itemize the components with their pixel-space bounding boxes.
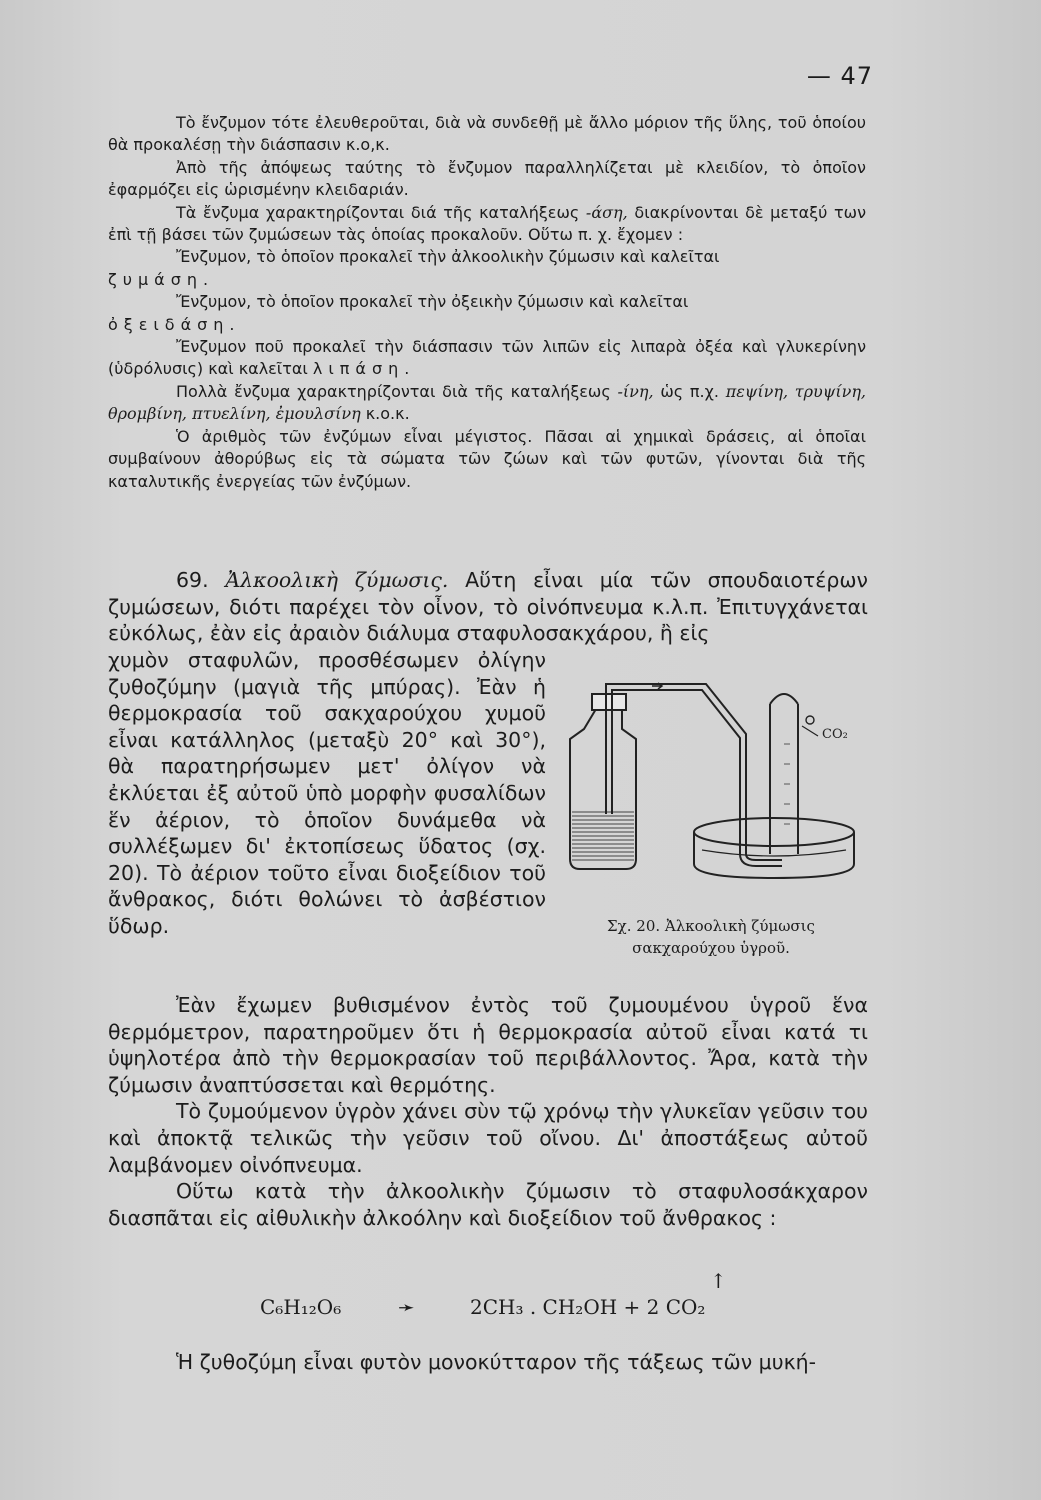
paragraph: Τὰ ἔνζυμα χαρακτηρίζονται διά τῆς καταλήξεως -άση, διακρίνονται δὲ μεταξύ των ἐπὶ τῇ βάσει τῶν ζυμώσεων τὰς ὁποίας προκαλοῦν. Οὕτω π. χ. ἔχομεν : [108, 202, 866, 245]
paragraph: Ἔνζυμον, τὸ ὁποῖον προκαλεῖ τὴν ὀξεικὴν ζύμωσιν καὶ καλεῖται [176, 292, 689, 312]
caption-line: Σχ. 20. Ἀλκοολικὴ ζύμωσις [607, 917, 815, 935]
paragraph: Ἔνζυμον, τὸ ὁποῖον προκαλεῖ τὴν ἀλκοολικὴν ζύμωσιν καὶ καλεῖται [176, 247, 720, 267]
liquid-hatching [572, 812, 634, 860]
term-lipase: λιπάση. [312, 359, 416, 379]
paragraph: Ὁ ἀριθμὸς τῶν ἐνζύμων εἶναι μέγιστος. Πᾶσαι αἱ χημικαὶ δράσεις, αἱ ὁποῖαι συμβαίνουν ἀθορύβως εἰς τὰ σώματα τῶν ζώων καὶ τῶν φυτῶν, γίνονται διὰ τῆς καταλυτικῆς ἐνεργείας τῶν ἐνζύμων. [108, 426, 866, 491]
caption-line: σακχαρούχου ὑγροῦ. [632, 939, 790, 957]
paragraph: Ἀπὸ τῆς ἀπόψεως ταύτης τὸ ἔνζυμον παραλληλίζεται μὲ κλειδίον, τὸ ὁποῖον ἐφαρμόζει εἰς ὡρισμένην κλειδαριάν. [108, 157, 866, 200]
reaction-arrow: ➛ [398, 1295, 415, 1319]
examples-term: πεψίνη, τρυψίνη, θρομβίνη, πτυελίνη, ἐμουλσίνη [108, 381, 866, 424]
page-number: — 47 [806, 62, 873, 90]
paragraph: Ἐὰν ἔχωμεν βυθισμένον ἐντὸς τοῦ ζυμουμένου ὑγροῦ ἕνα θερμόμετρον, παρατηροῦμεν ὅτι ἡ θερμοκρασία αὐτοῦ εἶναι κατά τι ὑψηλοτέρα ἀπὸ τὴν θερμοκρασίαν τοῦ περιβάλλοντος. Ἄρα, κατὰ τὴν ζύμωσιν ἀναπτύσσεται καὶ θερμότης. [108, 993, 868, 1097]
paragraph: Ἔνζυμον ποῦ προκαλεῖ τὴν διάσπασιν τῶν λιπῶν εἰς λιπαρὰ ὀξέα καὶ γλυκερίνην (ὑδρόλυσις) καὶ καλεῖται λιπάση. [108, 337, 866, 379]
enzyme-paragraphs [108, 112, 866, 493]
reactant: C₆H₁₂O₆ [260, 1295, 342, 1319]
term-zymase: ζυμάση. [108, 269, 215, 289]
section-69-narrow-text [108, 647, 546, 940]
suffix-term: -ίνη, [617, 381, 654, 401]
paragraph: Οὕτω κατὰ τὴν ἀλκοολικὴν ζύμωσιν τὸ σταφυλοσάκχαρον διασπᾶται εἰς αἰθυλικὴν ἀλκοόλην καὶ διοξείδιον τοῦ ἄνθρακος : [108, 1179, 868, 1230]
fermentation-apparatus-figure [556, 664, 866, 894]
paragraph: Πολλὰ ἔνζυμα χαρακτηρίζονται διὰ τῆς καταλήξεως -ίνη, ὡς π.χ. πεψίνη, τρυψίνη, θρομβίνη, πτυελίνη, ἐμουλσίνη κ.ο.κ. [108, 381, 866, 424]
section-number: 69. [176, 568, 209, 592]
closing-line [108, 1349, 868, 1376]
paragraph: Τὸ ἔνζυμον τότε ἐλευθεροῦται, διὰ νὰ συνδεθῇ μὲ ἄλλο μόριον τῆς ὕλης, τοῦ ὁποίου θὰ προκαλέσῃ τὴν διάσπασιν κ.ο,κ. [108, 113, 866, 155]
water-trough [694, 818, 854, 878]
term-oxidase: ὀξειδάση. [108, 314, 241, 334]
figure-caption [556, 915, 866, 959]
co2-label: CO₂ [822, 727, 848, 742]
paragraph: 69. Ἀλκοολικὴ ζύμωσις. Αὕτη εἶναι μία τῶν σπουδαιοτέρων ζυμώσεων, διότι παρέχει τὸν οἶνον, τὸ οἰνόπνευμα κ.λ.π. Ἐπιτυγχάνεται εὐκόλως, ἐὰν εἰς ἀραιὸν διάλυμα σταφυλοσακχάρου, ἢ εἰς [108, 568, 868, 646]
bottle [570, 694, 636, 869]
paragraph: Ἡ ζυθοζύμη εἶναι φυτὸν μονοκύτταρον τῆς τάξεως τῶν μυκή- [176, 1350, 817, 1374]
temperature-paragraphs [108, 992, 868, 1231]
section-69-intro [108, 567, 868, 647]
suffix-term: -άση, [585, 202, 628, 222]
products: 2CH₃ . CH₂OH + 2 CO₂ [470, 1295, 706, 1319]
collecting-tube [770, 694, 798, 854]
paragraph: Τὸ ζυμούμενον ὑγρὸν χάνει σὺν τῷ χρόνῳ τὴν γλυκεῖαν γεῦσιν του καὶ ἀποκτᾷ τελικῶς τὴν γεῦσιν τοῦ οἴνου. Δι' ἀποστάξεως αὐτοῦ λαμβάνομεν οἰνόπνευμα. [108, 1099, 868, 1177]
gas-escape-arrow: ↑ [710, 1269, 727, 1293]
gas-label [802, 716, 848, 742]
section-title: Ἀλκοολικὴ ζύμωσις. [225, 568, 449, 592]
paragraph: χυμὸν σταφυλῶν, προσθέσωμεν ὀλίγην ζυθοζύμην (μαγιὰ τῆς μπύρας). Ἐὰν ἡ θερμοκρασία τοῦ σακχαρούχου χυμοῦ εἶναι κατάλληλος (μεταξὺ 20° καὶ 30°), θὰ παρατηρήσωμεν μετ' ὀλίγον νὰ ἐκλύεται ἐξ αὐτοῦ ὑπὸ μορφὴν φυσαλίδων ἕν ἀέριον, τὸ ὁποῖον δυνάμεθα νὰ συλλέξωμεν δι' ἐκτοπίσεως ὕδατος (σχ. 20). Τὸ ἀέριον τοῦτο εἶναι διοξείδιον τοῦ ἄνθρακος, διότι θολώνει τὸ ἀσβέστιον ὕδωρ. [108, 648, 546, 938]
